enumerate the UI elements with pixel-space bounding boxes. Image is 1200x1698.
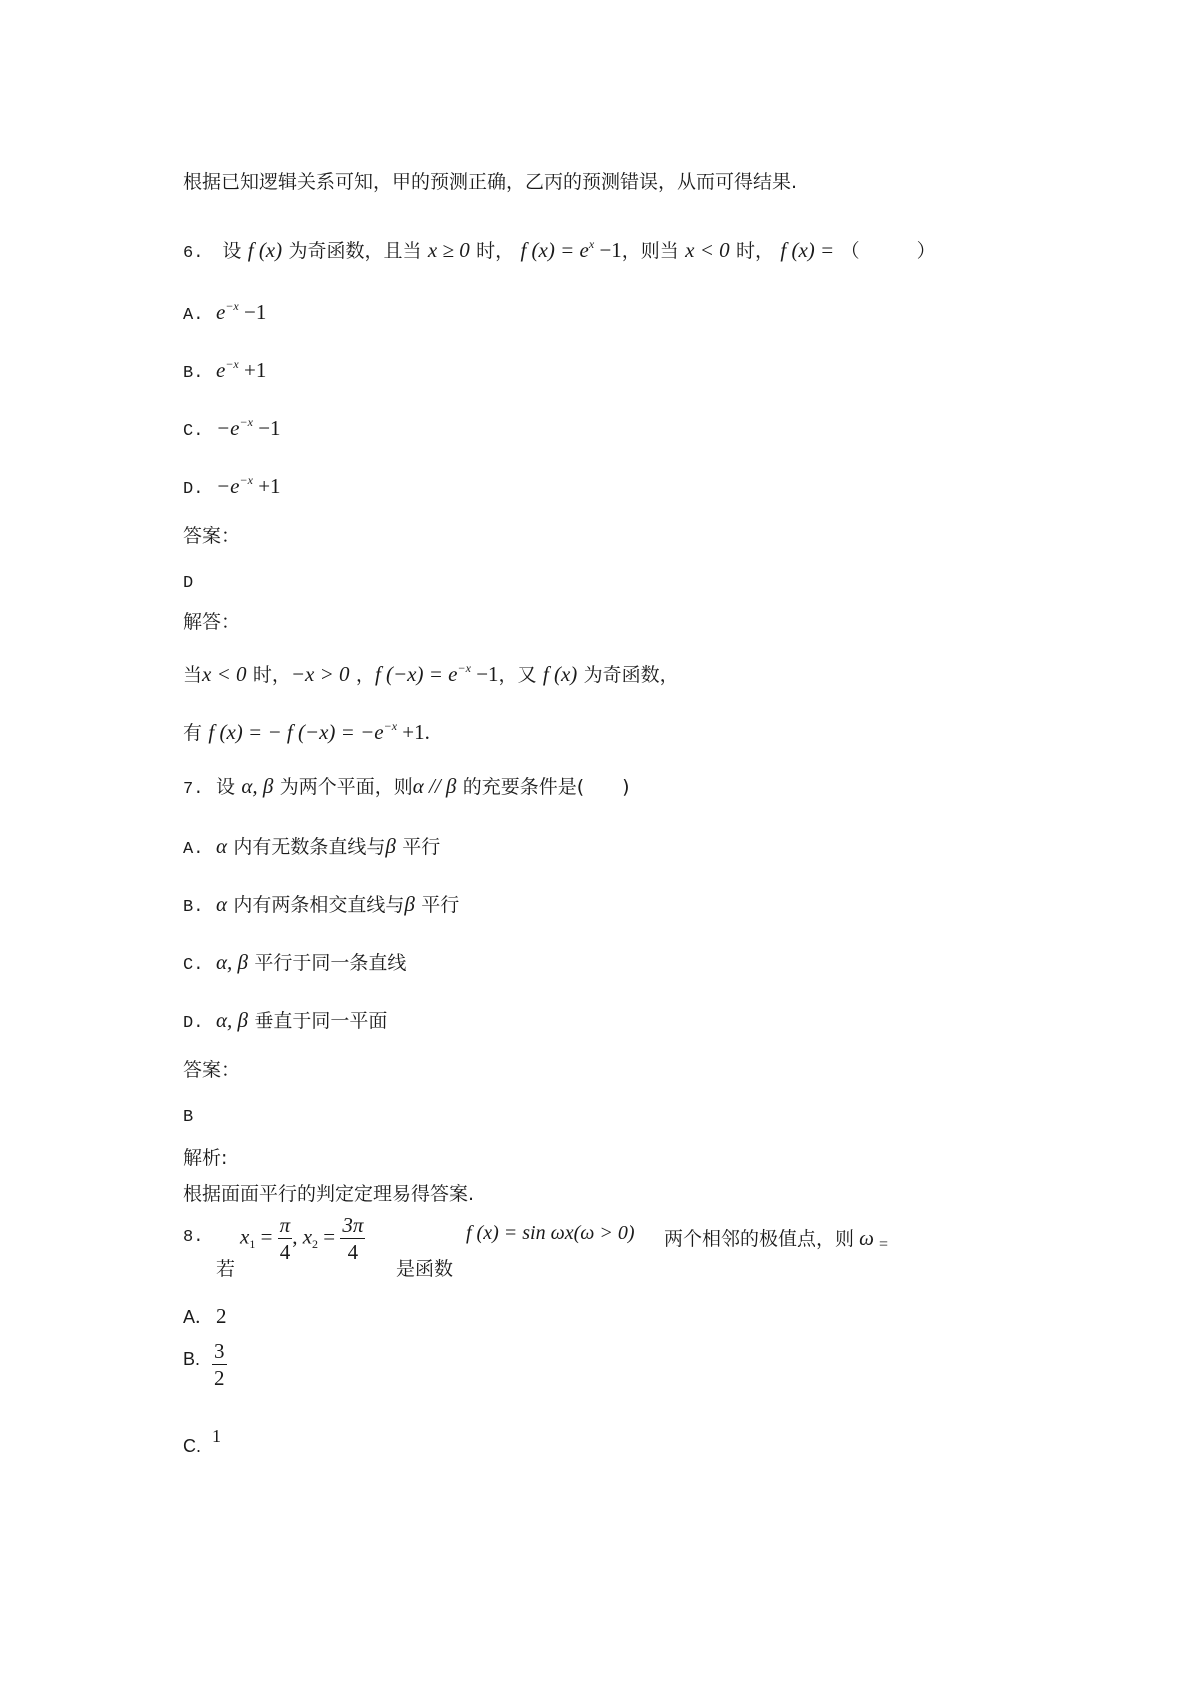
option-math: α, β [216,1008,248,1032]
fraction-denominator: 4 [279,1240,291,1264]
option-tail: +1 [238,358,267,382]
option-text: 内有两条相交直线与 [233,894,405,916]
stem-text: 的充要条件是( ) [462,776,630,798]
solution-math: x < 0 [202,662,247,686]
answer-value: D [183,574,194,593]
math-comma: , [292,1224,298,1249]
math-subscript: 2 [312,1237,319,1252]
solution-text: . [424,720,430,744]
question-number: 6. [183,244,204,263]
solution-exponent: −x [383,719,398,733]
solution-text: 时， [252,664,291,686]
question-6-option-b [183,356,266,388]
stem-text: ，则当 [621,240,679,262]
option-tail: −1 [252,416,281,440]
solution-math: f (−x) = e [374,662,458,686]
question-8-option-c-label: C. [183,1436,201,1456]
stem-text: 时， [476,240,515,262]
option-math: α [216,892,228,916]
math-ask: f (x) = [780,238,835,262]
math-parallel: α // β [412,774,457,798]
math-fx: f (x) [247,238,283,262]
option-label: B. [183,898,204,917]
fraction-3-over-2 [212,1338,227,1391]
question-6-option-d [183,472,281,504]
stem-text: 为两个平面，则 [279,776,413,798]
fraction-numerator: 3π [342,1213,364,1237]
math-exponent: x [588,237,595,251]
solution-math: +1 [397,720,425,744]
math-equals: = [255,1224,273,1249]
question-6-stem [183,236,936,268]
option-label: A． [183,1307,214,1327]
math-condition-2: x < 0 [685,238,730,262]
question-8-option-c: 1 [212,1426,221,1446]
option-math: −e [216,416,240,440]
fraction-numerator: 3 [214,1339,225,1363]
option-label: B. [183,364,204,383]
question-7-stem [183,772,630,804]
stem-text: 两个相邻的极值点，则 [664,1228,855,1250]
option-value: 2 [216,1304,227,1328]
question-7-option-c [183,948,406,980]
option-math: β [385,834,396,858]
fraction-numerator: π [279,1213,291,1237]
question-6-solution-label: 解答： [183,611,241,633]
question-8-option-b-label: B. [183,1349,201,1369]
question-8-option-b [212,1338,227,1391]
option-exponent: −x [239,473,253,487]
question-8-function: f (x) = sin ωx(ω > 0) [466,1222,635,1244]
math-subscript: 1 [249,1237,256,1252]
option-text: 垂直于同一平面 [254,1010,388,1032]
option-tail: −1 [238,300,267,324]
math-equals: = [879,1236,889,1253]
question-7-analysis: 根据面面平行的判定定理易得答案. [183,1183,475,1205]
option-math: −e [216,474,240,498]
question-7-option-d [183,1006,387,1038]
option-math: α, β [216,950,248,974]
question-8-shi: 是函数 [396,1258,454,1280]
question-number: 7. [183,780,204,799]
question-6-solution-line-1 [183,660,679,691]
option-math: α [216,834,228,858]
question-7-analysis-label: 解析: [183,1147,228,1169]
fraction-3pi-over-4 [340,1212,365,1265]
option-exponent: −x [225,357,239,371]
option-label: D. [183,480,204,499]
solution-text: 有 [183,722,203,744]
solution-math: −1 [470,662,499,686]
option-exponent: −x [239,415,253,429]
option-text: 平行 [402,836,441,858]
option-label: C. [183,956,204,975]
intro-text: 根据已知逻辑关系可知，甲的预测正确，乙丙的预测错误，从而可得结果. [183,171,798,193]
solution-text: 为奇函数， [583,664,679,686]
question-6-option-a [183,298,266,330]
option-math: e [216,300,226,324]
math-equals: = [318,1224,336,1249]
stem-text: 设 [222,240,242,262]
option-math: β [404,892,415,916]
question-6-answer-label: 答案： [183,525,241,547]
option-tail: +1 [252,474,281,498]
question-7-answer-label: 答案： [183,1059,241,1081]
solution-text: 当 [183,664,203,686]
question-7-option-b [183,890,459,922]
fraction-denominator: 2 [214,1366,225,1390]
stem-text: 设 [216,776,236,798]
question-8-x-values [240,1212,365,1272]
question-6-solution-line-2 [183,718,430,749]
question-7-answer [183,1100,216,1132]
solution-text: ，又 [498,664,537,686]
fraction-pi-over-4 [278,1212,293,1265]
stem-text: 时， [736,240,775,262]
option-label: D. [183,1014,204,1033]
math-condition: x ≥ 0 [427,238,470,262]
math-x2: x [302,1224,313,1249]
answer-value: B [183,1108,194,1127]
stem-text: 为奇函数，且当 [288,240,422,262]
solution-text: ， [355,664,375,686]
option-label: A. [183,840,204,859]
option-text: 平行 [421,894,460,916]
solution-math: f (x) [542,662,578,686]
option-text: 平行于同一条直线 [254,952,407,974]
question-8-rest [664,1224,888,1251]
math-definition-tail: −1 [594,238,622,262]
solution-exponent: −x [457,661,471,675]
question-6-answer [183,566,216,598]
question-8-ruo: 若 [216,1258,236,1280]
solution-math: −x > 0 [290,662,350,686]
question-6-option-c [183,414,281,446]
fraction-denominator: 4 [347,1240,359,1264]
math-x1: x [240,1224,250,1249]
option-exponent: −x [225,299,239,313]
math-omega: ω [859,1226,874,1250]
solution-math: f (x) = − f (−x) = −e [208,720,384,744]
option-text: 内有无数条直线与 [233,836,386,858]
answer-blank: （ ） [840,240,936,262]
question-8-option-a [183,1302,227,1331]
option-math: e [216,358,226,382]
question-8-number: 8. [183,1228,204,1247]
math-definition: f (x) = e [520,238,589,262]
question-7-option-a [183,832,440,864]
option-label: C. [183,422,204,441]
option-label: A. [183,306,204,325]
math-vars: α, β [241,774,274,798]
